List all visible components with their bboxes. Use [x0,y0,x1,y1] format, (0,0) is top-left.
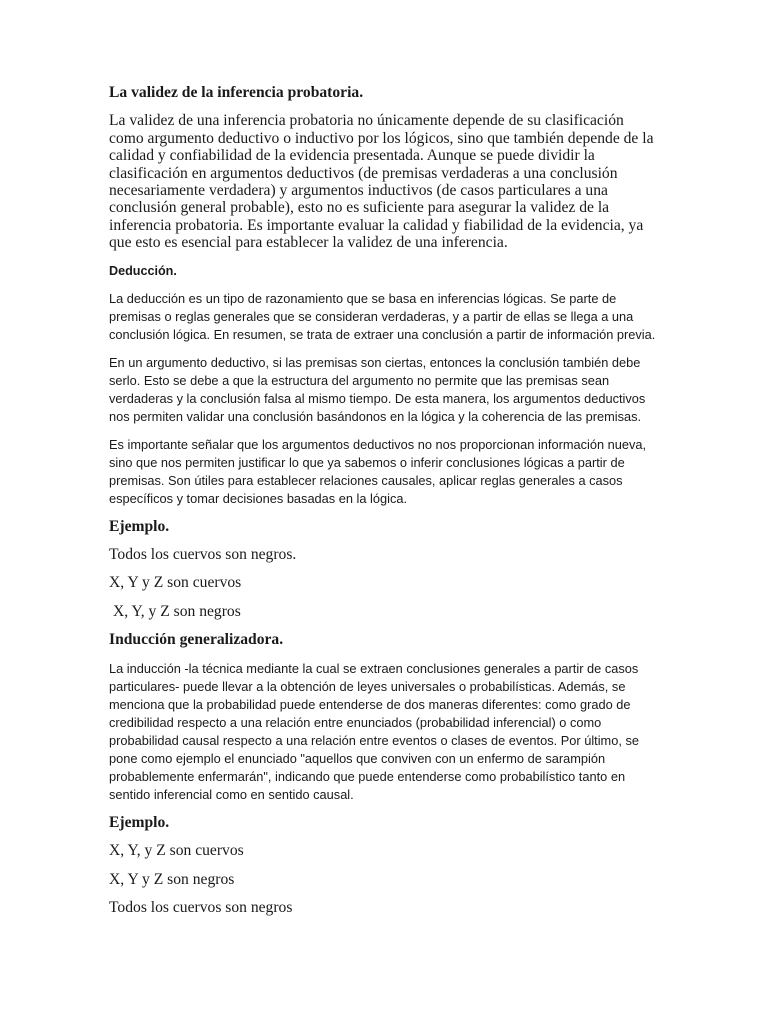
deduccion-paragraph-1: La deducción es un tipo de razonamiento que se basa en inferencias lógicas. Se parte de premisas o reglas generales que se consideran verdaderas, y a partir de ellas se llega a una conclusión lógica. En resumen, se trata de extraer una conclusión a partir de información previa. [109,290,656,342]
document-page [109,84,661,927]
deduccion-heading: Deducción. [109,263,177,278]
document-title: La validez de la inferencia probatoria. [109,84,364,101]
ejemplo-1-heading: Ejemplo. [109,517,170,535]
ejemplo-1-line-1: Todos los cuervos son negros. [109,546,297,564]
induccion-heading: Inducción generalizadora. [109,631,284,649]
ejemplo-1-line-2: X, Y y Z son cuervos [109,574,242,592]
ejemplo-2-line-1: X, Y, y Z son cuervos [109,842,244,860]
deduccion-paragraph-2: En un argumento deductivo, si las premisas son ciertas, entonces la conclusión también debe serlo. Esto se debe a que la estructura del argumento no permite que las premisas sean verdaderas y la conclusión falsa al mismo tiempo. De esta manera, los argumentos deductivos nos permiten validar una conclusión basándonos en la lógica y la coherencia de las premisas. [109,354,646,424]
ejemplo-2-line-2: X, Y y Z son negros [109,870,235,888]
ejemplo-1-line-3: X, Y, y Z son negros [113,602,241,620]
deduccion-paragraph-3: Es importante señalar que los argumentos deductivos no nos proporcionan información nueva, sino que nos permiten justificar lo que ya sabemos o inferir conclusiones lógicas a partir de premisas. Son útiles para establecer relaciones causales, aplicar reglas generales a casos específicos y tomar decisiones basadas en la lógica. [109,436,647,506]
intro-paragraph: La validez de una inferencia probatoria no únicamente depende de su clasificación como argumento deductivo o inductivo por los lógicos, sino que también depende de la calidad y confiabilidad de la evidencia presentada. Aunque se puede dividir la clasificación en argumentos deductivos (de premisas verdaderas a una conclusión necesariamente verdadera) y argumentos inductivos (de casos particulares a una conclusión general probable), esto no es suficiente para asegurar la validez de la inferencia probatoria. Es importante evaluar la calidad y fiabilidad de la evidencia, ya que esto es esencial para establecer la validez de una inferencia. [109,112,654,252]
ejemplo-2-line-3: Todos los cuervos son negros [109,898,293,916]
induccion-paragraph: La inducción -la técnica mediante la cual se extraen conclusiones generales a partir de casos particulares- puede llevar a la obtención de leyes universales o probabilísticas. Además, se menciona que la probabilidad puede entenderse de dos maneras diferentes: como grado de credibilidad respecto a una relación entre enunciados (probabilidad inferencial) o como probabilidad causal respecto a una relación entre eventos o clases de eventos. Por último, se pone como ejemplo el enunciado "aquellos que conviven con un enfermo de sarampión probablemente enfermarán", indicando que puede entenderse como probabilístico tanto en sentido inferencial como en sentido causal. [109,660,639,802]
ejemplo-2-heading: Ejemplo. [109,813,170,831]
